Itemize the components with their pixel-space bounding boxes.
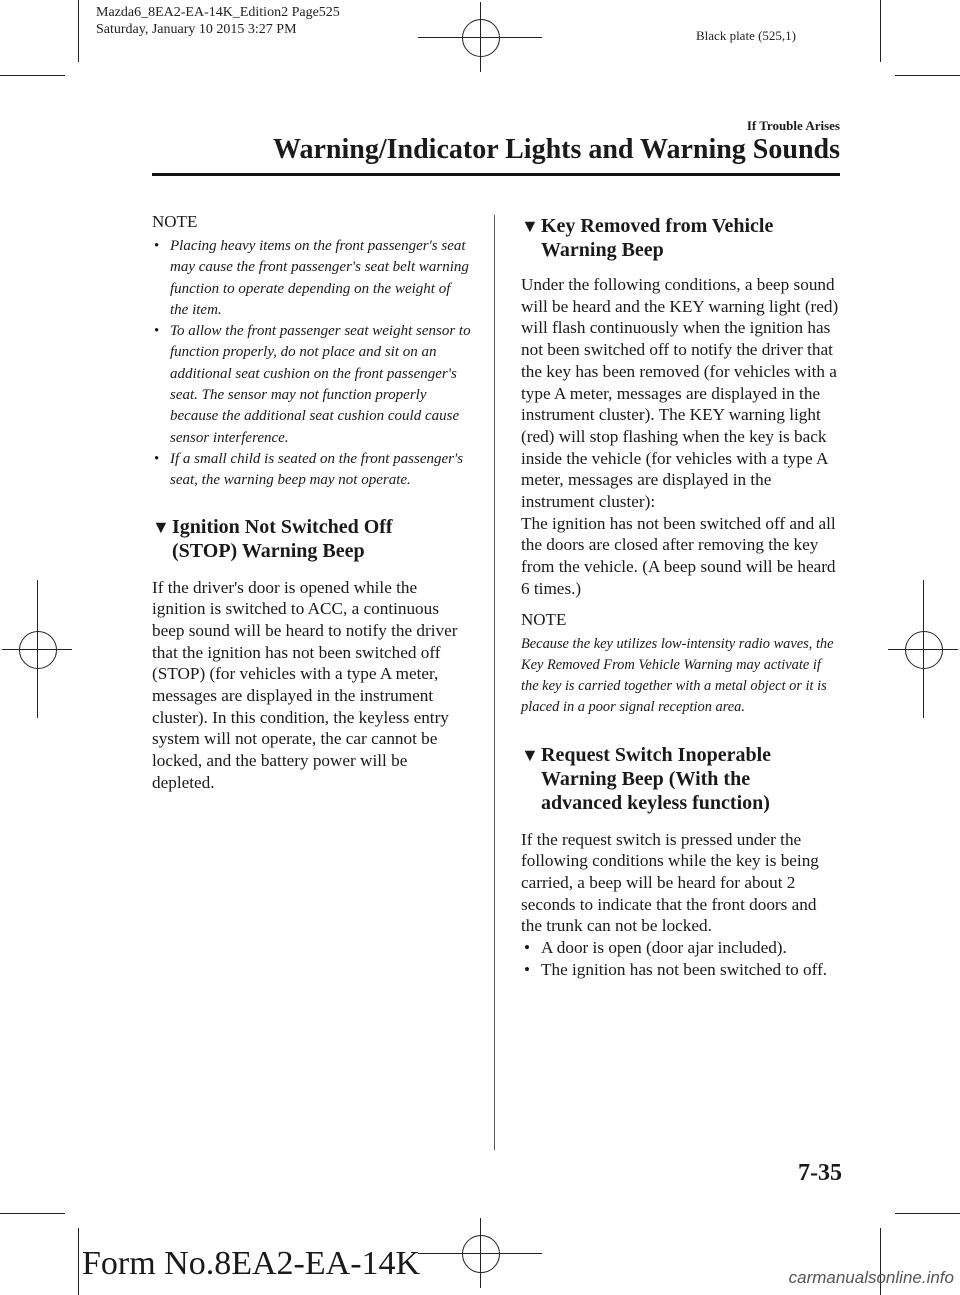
key-removed-condition: The ignition has not been switched off and all the doors are closed after removing the key from the vehicle. (A beep sound will be heard 6 times.) xyxy=(521,513,836,598)
key-removed-body: Under the following conditions, a beep sound will be heard and the KEY warning light (red) will flash continuously when the ignition has not been switched off to notify the driver that the key has been removed (for vehicles with a type A meter, messages are displayed in the instrument cluster). The KEY warning light (red) will stop flashing when the key is back inside the vehicle (for vehicles with a type A meter, messages are displayed in the instrument cluster): xyxy=(521,275,839,512)
section-heading-key-removed: ▼ Key Removed from Vehicle Warning Beep xyxy=(521,215,774,261)
section-heading-ignition: ▼ Ignition Not Switched Off (STOP) Warning Beep xyxy=(152,515,393,562)
note-heading: NOTE xyxy=(152,212,198,231)
section-label: If Trouble Arises xyxy=(746,118,840,133)
triangle-marker-icon: ▼ xyxy=(521,744,539,765)
print-file-info: Mazda6_8EA2-EA-14K_Edition2 Page525 xyxy=(96,5,340,20)
triangle-marker-icon: ▼ xyxy=(521,216,539,236)
triangle-marker-icon: ▼ xyxy=(152,516,170,537)
watermark-text: carmanualsonline.info xyxy=(788,1268,954,1287)
note-item: • Placing heavy items on the front passenger's seat may cause the front passenger's seat belt warning function to operate depending on the weight of the item. xyxy=(152,236,472,321)
key-removed-note: Because the key utilizes low-intensity radio waves, the Key Removed From Vehicle Warning may activate if the key is carried together with a metal object or it is placed in a poor signal reception area. xyxy=(521,635,834,715)
note-item: • To allow the front passenger seat weight sensor to function properly, do not place and sit on an additional seat cushion on the front passenger's seat. The sensor may not function properly because the additional seat cushion could cause sensor interference. xyxy=(152,321,472,449)
list-item: • The ignition has not been switched to off. xyxy=(521,959,839,981)
column-divider xyxy=(494,215,495,1150)
note-heading: NOTE xyxy=(521,609,567,629)
print-metadata xyxy=(96,4,340,38)
chapter-title: Warning/Indicator Lights and Warning Sounds xyxy=(273,134,840,165)
left-column xyxy=(152,212,472,794)
form-number: Form No.8EA2-EA-14K xyxy=(82,1245,421,1282)
plate-label: Black plate (525,1) xyxy=(696,28,796,43)
note-item: • If a small child is seated on the front passenger's seat, the warning beep may not operate. xyxy=(152,449,472,492)
request-switch-body: If the request switch is pressed under the following conditions while the key is being carried, a beep will be heard for about 2 seconds to indicate that the front doors and the trunk can not be locked. xyxy=(521,829,819,936)
request-switch-conditions xyxy=(521,937,839,980)
list-item: • A door is open (door ajar included). xyxy=(521,937,839,959)
note-list xyxy=(152,236,472,492)
right-column xyxy=(521,214,839,980)
section-heading-request-switch: ▼ Request Switch Inoperable Warning Beep (With the advanced keyless function) xyxy=(521,743,772,814)
page-number: 7-35 xyxy=(798,1160,842,1186)
print-timestamp: Saturday, January 10 2015 3:27 PM xyxy=(96,22,297,37)
header-rule xyxy=(152,173,840,176)
ignition-warning-body: If the driver's door is opened while the ignition is switched to ACC, a continuous beep sound will be heard to notify the driver that the ignition has not been switched off (STOP) (for vehicles with a type A meter, messages are displayed in the instrument cluster). In this condition, the keyless entry system will not operate, the car cannot be locked, and the battery power will be depleted. xyxy=(152,577,458,792)
